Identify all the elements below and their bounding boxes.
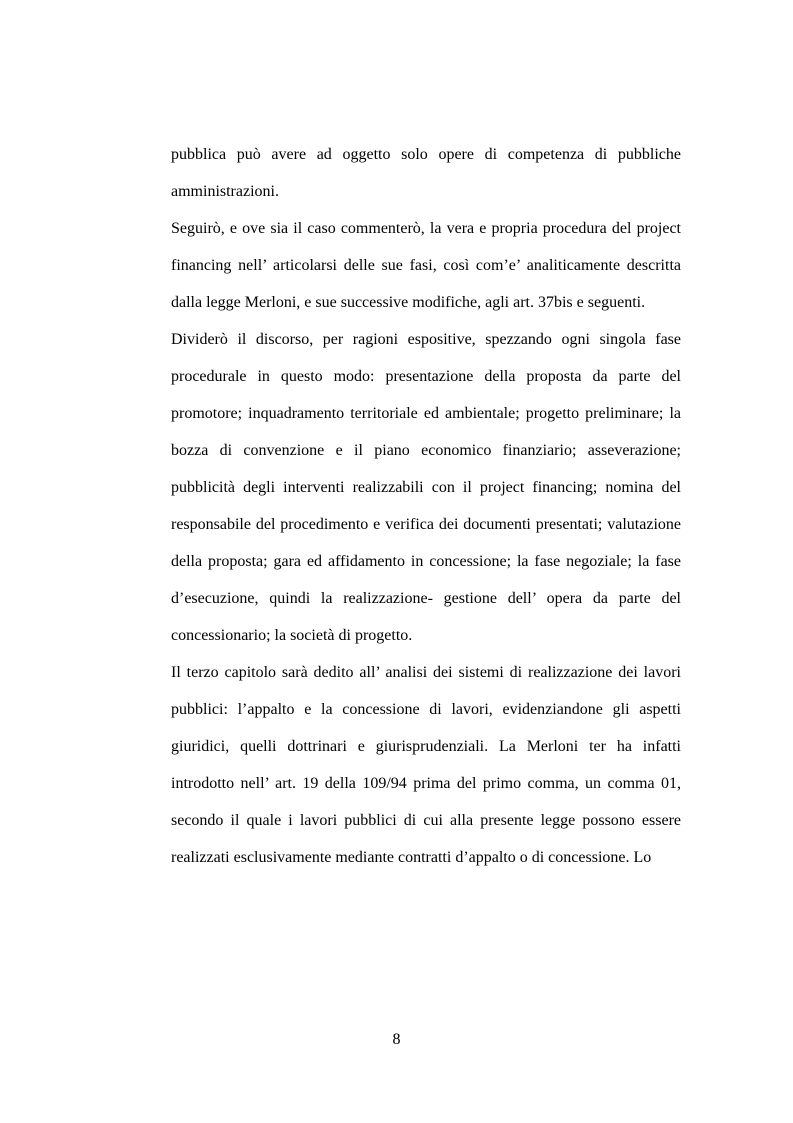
paragraph-2: Seguirò, e ove sia il caso commenterò, la vera e propria procedura del project financing nell’ articolarsi delle sue fasi, così com’e’ analiticamente descritta dalla legge Merloni, e sue successive modifiche, agli art. 37bis e seguenti. [171,220,681,311]
page-number: 8 [392,1031,401,1048]
paragraph-4: Il terzo capitolo sarà dedito all’ analisi dei sistemi di realizzazione dei lavori pubblici: l’appalto e la concessione di lavori, evidenziandone gli aspetti giuridici, quelli dottrinari e giurisprudenziali. La Merloni ter ha infatti introdotto nell’ art. 19 della 109/94 prima del primo comma, un comma 01, secondo il quale i lavori pubblici di cui alla presente legge possono essere realizzati esclusivamente mediante contratti d’appalto o di concessione. Lo [171,664,681,866]
paragraph-3: Dividerò il discorso, per ragioni espositive, spezzando ogni singola fase procedurale in questo modo: presentazione della proposta da parte del promotore; inquadramento territoriale ed ambientale; progetto preliminare; la bozza di convenzione e il piano economico finanziario; asseverazione; pubblicità degli interventi realizzabili con il project financing; nomina del responsabile del procedimento e verifica dei documenti presentati; valutazione della proposta; gara ed affidamento in concessione; la fase negoziale; la fase d’esecuzione, quindi la realizzazione- gestione dell’ opera da parte del concessionario; la società di progetto. [171,331,681,644]
body-text [171,136,681,876]
paragraph-1: pubblica può avere ad oggetto solo opere di competenza di pubbliche amministrazioni. [171,146,681,200]
